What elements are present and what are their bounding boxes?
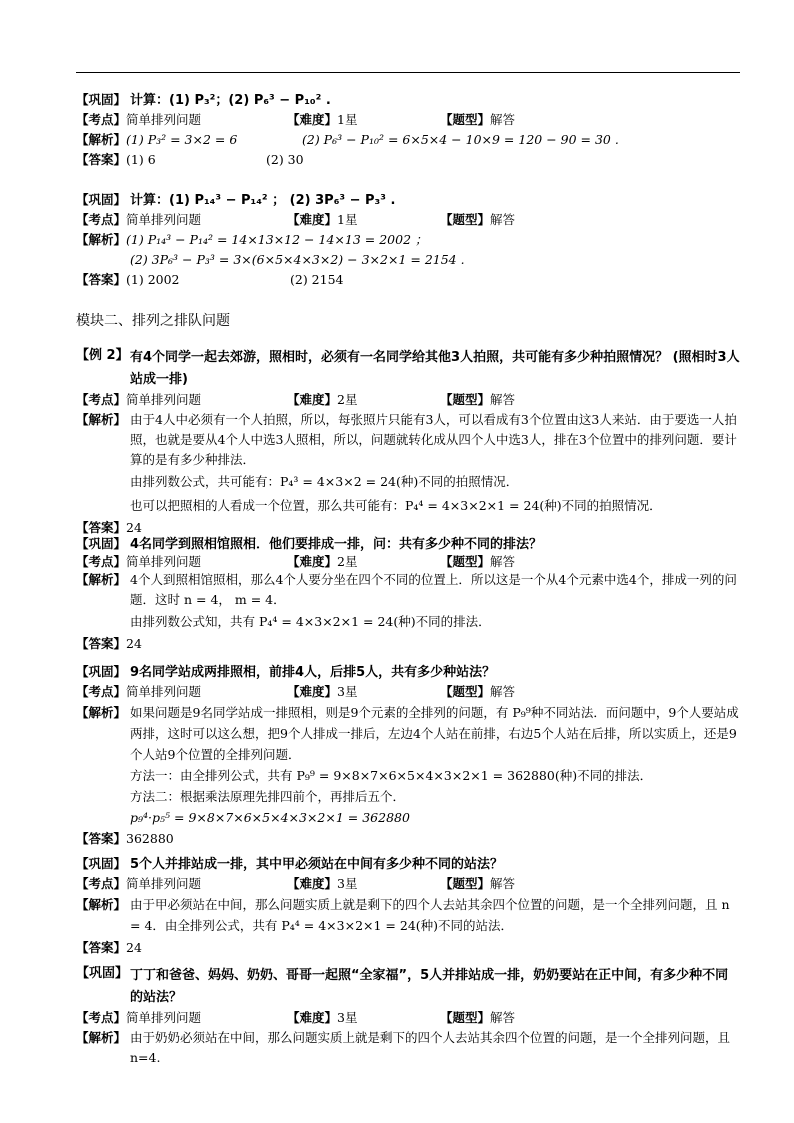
tixing-value: 解答 bbox=[490, 554, 516, 569]
exercise-question: 计算：(1) P₁₄³ − P₁₄² ； (2) 3P₆³ − P₃³ . bbox=[130, 193, 396, 208]
exercise-tag: 【巩固】 bbox=[76, 192, 127, 207]
nandu-value: 3星 bbox=[337, 876, 358, 891]
exercise-tag: 【巩固】 bbox=[76, 536, 127, 551]
jiexi-formula-1: 由排列数公式，共可能有：P₄³ = 4×3×2 = 24(种)不同的拍照情况． bbox=[130, 474, 519, 489]
kaodian-label: 【考点】 bbox=[76, 684, 127, 699]
exercise-question: 4名同学到照相馆照相．他们要排成一排，问：共有多少种不同的排法？ bbox=[130, 537, 543, 552]
answer-value: 24 bbox=[126, 520, 142, 535]
exercise-4 bbox=[76, 662, 740, 849]
jiexi-text: 由于甲必须站在中间，那么问题实质上就是剩下的四个人去站其余四个位置的问题，是一个全排列问题，且 n = 4．由全排列公式，共有 P₄⁴ = 4×3×2×1 = 24(种)不同的站法． bbox=[130, 897, 730, 933]
tixing-label: 【题型】 bbox=[440, 684, 491, 699]
jiexi-label: 【解析】 bbox=[76, 897, 127, 912]
tixing-value: 解答 bbox=[490, 876, 516, 891]
jiexi-text: 如果问题是9名同学站成一排照相，则是9个元素的全排列的问题，有 P₉⁹种不同站法．而问题中，9个人要站成两排，这时可以这么想，把9个人排成一排后，左边4个人站在前排，右边5个人站在后排，所以实质上，还是9个人站9个位置的全排列问题． bbox=[130, 705, 739, 762]
jiexi-formula-2: 也可以把照相的人看成一个位置，那么共可能有：P₄⁴ = 4×3×2×1 = 24(种)不同的拍照情况． bbox=[130, 498, 662, 513]
nandu-value: 2星 bbox=[337, 554, 358, 569]
exercise-question: 9名同学站成两排照相，前排4人，后排5人，共有多少种站法？ bbox=[130, 665, 496, 680]
example-2 bbox=[76, 346, 740, 538]
method-2-formula: p₉⁴·p₅⁵ = 9×8×7×6×5×4×3×2×1 = 362880 bbox=[130, 810, 410, 825]
jiexi-label: 【解析】 bbox=[76, 1030, 127, 1045]
tixing-label: 【题型】 bbox=[440, 1010, 491, 1025]
answer-label: 【答案】 bbox=[76, 636, 127, 651]
kaodian-label: 【考点】 bbox=[76, 554, 127, 569]
kaodian-label: 【考点】 bbox=[76, 876, 127, 891]
tixing-value: 解答 bbox=[490, 1010, 516, 1025]
exercise-3 bbox=[76, 534, 740, 654]
kaodian-value: 简单排列问题 bbox=[126, 392, 202, 407]
jiexi-label: 【解析】 bbox=[76, 232, 127, 247]
answer-label: 【答案】 bbox=[76, 520, 127, 535]
exercise-question: 丁丁和爸爸、妈妈、奶奶、哥哥一起照“全家福”，5人并排站成一排，奶奶要站在正中间，有多少种不同的站法？ bbox=[130, 968, 729, 1005]
kaodian-label: 【考点】 bbox=[76, 392, 127, 407]
nandu-label: 【难度】 bbox=[287, 876, 338, 891]
exercise-question: 5个人并排站成一排，其中甲必须站在中间有多少种不同的站法？ bbox=[130, 857, 504, 872]
answer-label: 【答案】 bbox=[76, 940, 127, 955]
tixing-label: 【题型】 bbox=[440, 876, 491, 891]
exercise-6 bbox=[76, 964, 740, 1068]
nandu-value: 3星 bbox=[337, 1010, 358, 1025]
exercise-tag: 【巩固】 bbox=[76, 856, 127, 871]
answer-value: 362880 bbox=[126, 831, 174, 846]
jiexi-formula: 由排列数公式知，共有 P₄⁴ = 4×3×2×1 = 24(种)不同的排法． bbox=[130, 614, 491, 629]
jiexi-text: 4个人到照相馆照相，那么4个人要分坐在四个不同的位置上．所以这是一个从4个元素中选4个，排成一列的问题．这时 n = 4， m = 4． bbox=[130, 572, 737, 607]
jiexi-text: 由于奶奶必须站在中间，那么问题实质上就是剩下的四个人去站其余四个位置的问题，是一个全排列问题，且 n=4. bbox=[130, 1030, 731, 1065]
answer-part-1: (1) 6 bbox=[126, 152, 156, 167]
answer-value: 24 bbox=[126, 636, 142, 651]
kaodian-value: 简单排列问题 bbox=[126, 112, 202, 127]
exercise-tag: 【巩固】 bbox=[76, 966, 129, 981]
tixing-label: 【题型】 bbox=[440, 554, 491, 569]
kaodian-value: 简单排列问题 bbox=[126, 554, 202, 569]
example-question: 有4个同学一起去郊游，照相时，必须有一名同学给其他3人拍照，共可能有多少种拍照情况？ (照相时3人站成一排) bbox=[130, 350, 740, 387]
kaodian-label: 【考点】 bbox=[76, 1010, 127, 1025]
tixing-label: 【题型】 bbox=[440, 212, 491, 227]
kaodian-label: 【考点】 bbox=[76, 112, 127, 127]
tixing-value: 解答 bbox=[490, 684, 516, 699]
answer-part-1: (1) 2002 bbox=[126, 272, 180, 287]
jiexi-label: 【解析】 bbox=[76, 705, 127, 720]
jiexi-label: 【解析】 bbox=[76, 412, 127, 427]
tixing-value: 解答 bbox=[490, 112, 516, 127]
nandu-label: 【难度】 bbox=[287, 392, 338, 407]
answer-label: 【答案】 bbox=[76, 152, 127, 167]
jiexi-part-1: (1) P₃² = 3×2 = 6 bbox=[126, 132, 238, 147]
tixing-label: 【题型】 bbox=[440, 112, 491, 127]
exercise-5 bbox=[76, 854, 740, 958]
jiexi-text: 由于4人中必须有一个人拍照，所以，每张照片只能有3人，可以看成有3个位置由这3人来站．由于要选一人拍照，也就是要从4个人中选3人照相，所以，问题就转化成从四个人中选3人，排在3个位置中的排列问题．要计算的是有多少种排法． bbox=[130, 412, 737, 467]
nandu-label: 【难度】 bbox=[287, 112, 338, 127]
nandu-value: 1星 bbox=[337, 212, 358, 227]
exercise-1 bbox=[76, 90, 740, 170]
answer-value: 24 bbox=[126, 940, 142, 955]
jiexi-part-1: (1) P₁₄³ − P₁₄² = 14×13×12 − 14×13 = 2002 ； bbox=[126, 232, 428, 247]
answer-label: 【答案】 bbox=[76, 272, 127, 287]
exercise-2 bbox=[76, 190, 740, 290]
method-2: 方法二：根据乘法原理先排四前个，再排后五个． bbox=[130, 789, 406, 804]
nandu-value: 3星 bbox=[337, 684, 358, 699]
kaodian-value: 简单排列问题 bbox=[126, 212, 202, 227]
jiexi-part-2: (2) P₆³ − P₁₀² = 6×5×4 − 10×9 = 120 − 90 = 30 . bbox=[302, 132, 619, 147]
method-1: 方法一：由全排列公式，共有 P₉⁹ = 9×8×7×6×5×4×3×2×1 = 362880(种)不同的排法． bbox=[130, 768, 653, 783]
kaodian-value: 简单排列问题 bbox=[126, 876, 202, 891]
tixing-label: 【题型】 bbox=[440, 392, 491, 407]
example-tag: 【例 2】 bbox=[76, 348, 129, 363]
exercise-tag: 【巩固】 bbox=[76, 92, 127, 107]
answer-part-2: (2) 30 bbox=[266, 152, 304, 167]
tixing-value: 解答 bbox=[490, 212, 516, 227]
exercise-tag: 【巩固】 bbox=[76, 664, 127, 679]
module-heading: 模块二、排列之排队问题 bbox=[76, 313, 230, 329]
nandu-value: 2星 bbox=[337, 392, 358, 407]
kaodian-value: 简单排列问题 bbox=[126, 1010, 202, 1025]
nandu-label: 【难度】 bbox=[287, 684, 338, 699]
tixing-value: 解答 bbox=[490, 392, 516, 407]
answer-label: 【答案】 bbox=[76, 831, 127, 846]
jiexi-label: 【解析】 bbox=[76, 572, 127, 587]
answer-part-2: (2) 2154 bbox=[290, 272, 344, 287]
kaodian-label: 【考点】 bbox=[76, 212, 127, 227]
jiexi-label: 【解析】 bbox=[76, 132, 127, 147]
nandu-label: 【难度】 bbox=[287, 554, 338, 569]
exercise-question: 计算：(1) P₃²；(2) P₆³ − P₁₀² . bbox=[130, 93, 331, 108]
nandu-value: 1星 bbox=[337, 112, 358, 127]
header-rule bbox=[76, 72, 740, 73]
kaodian-value: 简单排列问题 bbox=[126, 684, 202, 699]
nandu-label: 【难度】 bbox=[287, 212, 338, 227]
nandu-label: 【难度】 bbox=[287, 1010, 338, 1025]
jiexi-part-2: (2) 3P₆³ − P₃³ = 3×(6×5×4×3×2) − 3×2×1 = 2154 . bbox=[130, 252, 465, 267]
